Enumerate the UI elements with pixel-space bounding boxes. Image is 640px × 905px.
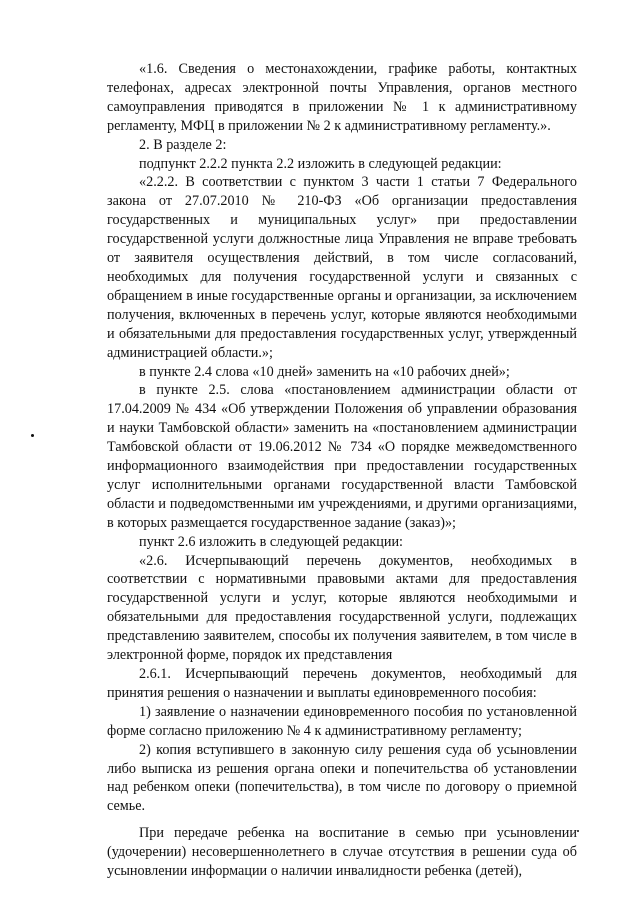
- scan-speck: [577, 830, 579, 832]
- paragraph-2-5: в пункте 2.5. слова «постановлением администрации области от 17.04.2009 № 434 «Об утверждении Положения об управлении образования и науки Тамбовской области» заменить на «постановлением администрации Тамбовской области от 19.06.2012 № 734 «О порядке межведомственного информационного взаимодействия при предоставлении государственных услуг исполнительными органами государственной власти Тамбовской области и подведомственными им учреждениями, и другими организациями, в которых размещается государственное задание (заказ)»;: [107, 382, 577, 531]
- paragraph-adoption-transfer: При передаче ребенка на воспитание в семью при усыновлении (удочерении) несовершеннолетнего в случае отсутствия в решении суда об усыновлении информации о наличии инвалидности ребенка (детей),: [107, 825, 577, 880]
- paragraph-1-6: «1.6. Сведения о местонахождении, графике работы, контактных телефонах, адресах электронной почты Управления, органов местного самоуправления приводятся в приложении № 1 к административному регламенту, МФЦ в приложении № 2 к административному регламенту.».: [107, 61, 577, 134]
- paragraph-2-4: в пункте 2.4 слова «10 дней» заменить на «10 рабочих дней»;: [139, 363, 510, 380]
- paragraph-2-6-text: «2.6. Исчерпывающий перечень документов, необходимых в соответствии с нормативными правовыми актами для предоставления государственной услуги и услуг, которые являются необходимыми и обязательными для предоставления государственной услуги, подлежащих представлению заявителем, способы их получения заявителем, в том числе в электронной форме, порядок их представления: [107, 552, 577, 664]
- paragraph-point-2-6: пункт 2.6 изложить в следующей редакции:: [139, 533, 403, 550]
- list-item-2: 2) копия вступившего в законную силу решения суда об усыновлении либо выписка из решения органа опеки и попечительства об установлении над ребенком опеки (попечительства), в том числе по договору о приемной семье.: [107, 741, 577, 815]
- paragraph-section-2: 2. В разделе 2:: [139, 136, 227, 153]
- document-body: [107, 60, 577, 881]
- list-item-1: 1) заявление о назначении единовременного пособия по установленной форме согласно приложению № 4 к административному регламенту;: [107, 703, 577, 739]
- paragraph-subpoint-2-2-2: подпункт 2.2.2 пункта 2.2 изложить в следующей редакции:: [139, 155, 502, 172]
- paragraph-2-6-1: 2.6.1. Исчерпывающий перечень документов, необходимый для принятия решения о назначении и выплаты единовременного пособия:: [107, 666, 577, 701]
- paragraph-2-2-2-text: «2.2.2. В соответствии с пунктом 3 части 1 статьи 7 Федерального закона от 27.07.2010 № 210-ФЗ «Об организации предоставления государственных и муниципальных услуг» при предоставлении государственной услуги должностные лица Управления не вправе требовать от заявителя осуществления действий, в том числе согласований, необходимых для получения государственной услуги и связанных с обращением в иные государственные органы и организации, за исключением получения, включенных в перечень услуг, которые являются необходимыми и обязательными для предоставления государственных услуг, утвержденный администрацией области.»;: [107, 174, 577, 361]
- scan-speck: [31, 434, 34, 437]
